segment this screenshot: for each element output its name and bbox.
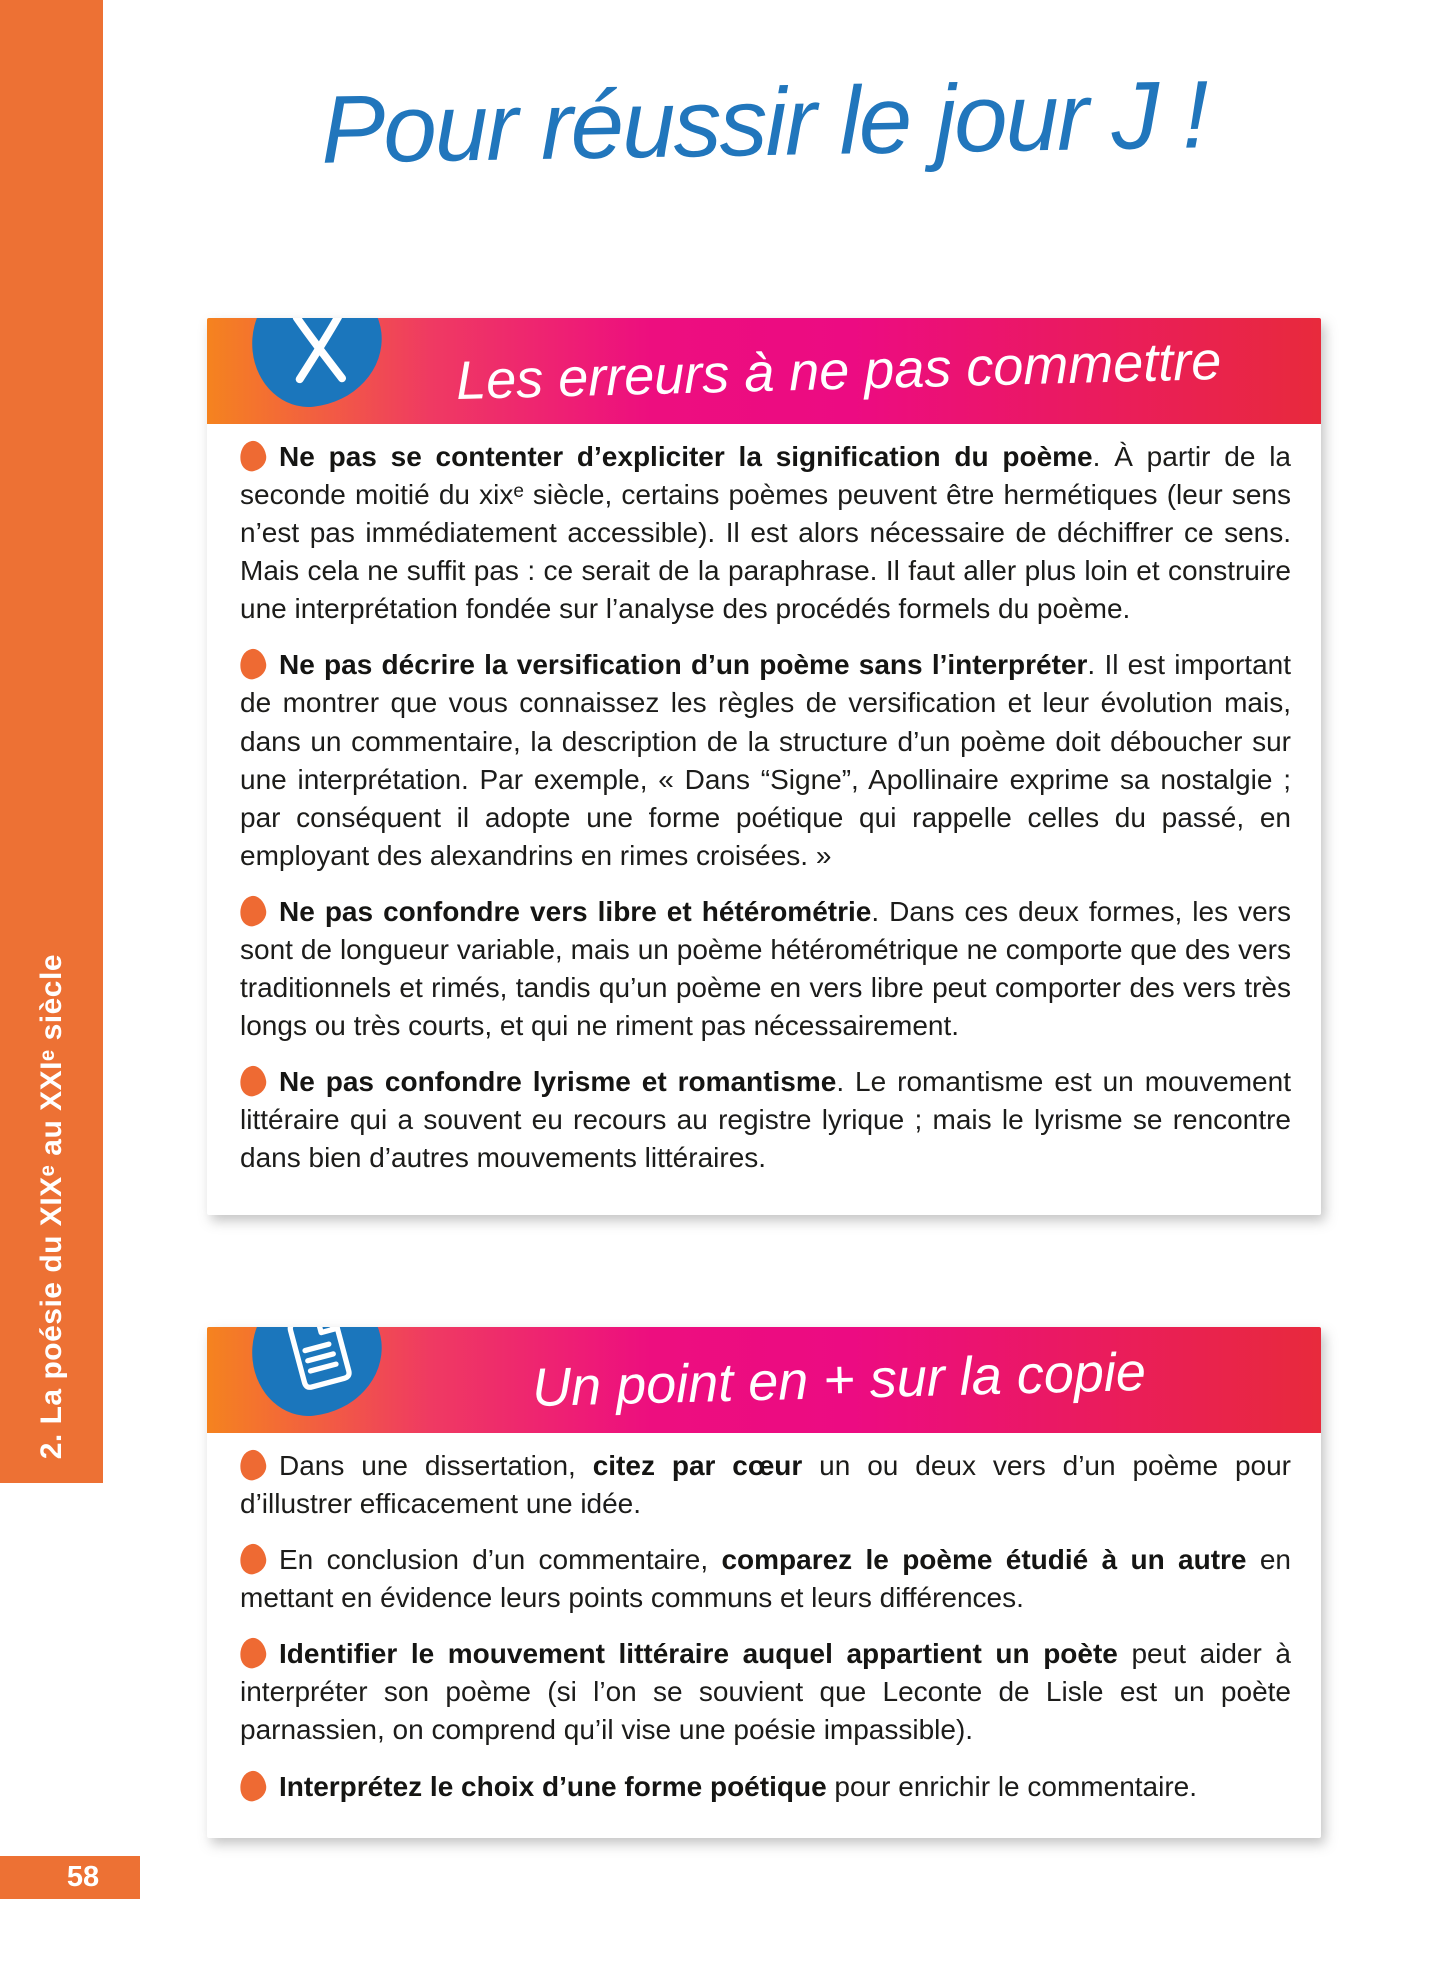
section-card-erreurs	[207, 318, 1321, 1215]
item-rest: . À partir de la seconde moitié du xixᵉ siècle, certains poèmes peuvent être hermétiques (leur sens n’est pas immédiatement accessible). Il est alors nécessaire de déchiffrer ce sens. Mais cela ne suffit pas : ce serait de la paraphrase. Il faut aller plus loin et construire une interprétation fondée sur l’analyse des procédés formels du poème.	[240, 441, 1291, 625]
section-title: Un point en + sur la copie	[531, 1341, 1147, 1419]
x-mark-icon	[246, 318, 389, 412]
advice-item	[240, 1541, 1291, 1617]
advice-item	[240, 1063, 1291, 1177]
item-pre: En conclusion d’un commentaire,	[279, 1544, 722, 1576]
section-card-point-plus	[207, 1327, 1321, 1838]
item-rest: peut aider à interpréter son poème (si l’on se souvient que Leconte de Lisle est un poète parnassien, on comprend qu’il vise une poésie impassible).	[240, 1638, 1291, 1746]
section-header-point-plus	[207, 1327, 1321, 1433]
item-bold: Ne pas décrire la versification d’un poème sans l’interpréter	[279, 649, 1088, 681]
chapter-sidebar	[0, 0, 103, 1483]
section-header-erreurs	[207, 318, 1321, 424]
page-number-box	[0, 1856, 140, 1899]
bullet-icon	[238, 439, 269, 473]
document-icon	[246, 1327, 389, 1421]
item-rest: . Dans ces deux formes, les vers sont de longueur variable, mais un poème hétérométrique ne comporte que des vers traditionnels et rimés, tandis qu’un poème en vers libre peut comporter des vers très longs ou très courts, et qui ne riment pas nécessairement.	[240, 895, 1292, 1042]
item-rest: un ou deux vers d’un poème pour d’illustrer efficacement une idée.	[240, 1450, 1291, 1520]
advice-item	[240, 1635, 1291, 1749]
item-rest: . Il est important de montrer que vous connaissez les règles de versification et leur évolution mais, dans un commentaire, la description de la structure d’un poème doit déboucher sur une interprétation. Par exemple, « Dans “Signe”, Apollinaire exprime sa nostalgie ; par conséquent il adopte une forme poétique qui rappelle celles du passé, en employant des alexandrins en rimes croisées. »	[240, 649, 1291, 871]
item-rest: pour enrichir le commentaire.	[826, 1770, 1198, 1802]
advice-item	[240, 646, 1291, 874]
advice-item	[240, 1768, 1291, 1806]
bullet-icon	[238, 1448, 269, 1482]
advice-item	[240, 893, 1291, 1045]
bullet-icon	[238, 1542, 269, 1576]
item-bold: Interprétez le choix d’une forme poétique	[279, 1770, 827, 1802]
bullet-icon	[238, 1064, 269, 1098]
section-body	[207, 1433, 1321, 1806]
bullet-icon	[238, 1769, 269, 1803]
item-rest: en mettant en évidence leurs points communs et leurs différences.	[240, 1544, 1291, 1614]
item-pre: Dans une dissertation,	[279, 1450, 593, 1481]
bullet-icon	[238, 1636, 269, 1670]
advice-item	[240, 1447, 1291, 1523]
bullet-icon	[238, 647, 269, 681]
section-title: Les erreurs à ne pas commettre	[455, 330, 1223, 412]
advice-item	[240, 438, 1291, 628]
item-bold: Identifier le mouvement littéraire auquel appartient un poète	[279, 1638, 1118, 1670]
item-bold: Ne pas se contenter d’expliciter la signification du poème	[279, 441, 1093, 472]
item-bold: comparez le poème étudié à un autre	[721, 1544, 1247, 1576]
page-number: 58	[66, 1861, 100, 1893]
chapter-label: 2. La poésie du XIXᵉ au XXIᵉ siècle	[34, 953, 68, 1459]
bullet-icon	[238, 894, 269, 928]
item-bold: Ne pas confondre lyrisme et romantisme	[279, 1066, 837, 1098]
item-bold: Ne pas confondre vers libre et hétérométrie	[279, 895, 872, 927]
item-bold: citez par cœur	[592, 1450, 803, 1481]
item-rest: . Le romantisme est un mouvement littéraire qui a souvent eu recours au registre lyrique ; mais le lyrisme se rencontre dans bien d’autres mouvements littéraires.	[240, 1066, 1291, 1174]
section-body	[207, 424, 1321, 1177]
page-title: Pour réussir le jour J !	[320, 61, 1208, 184]
